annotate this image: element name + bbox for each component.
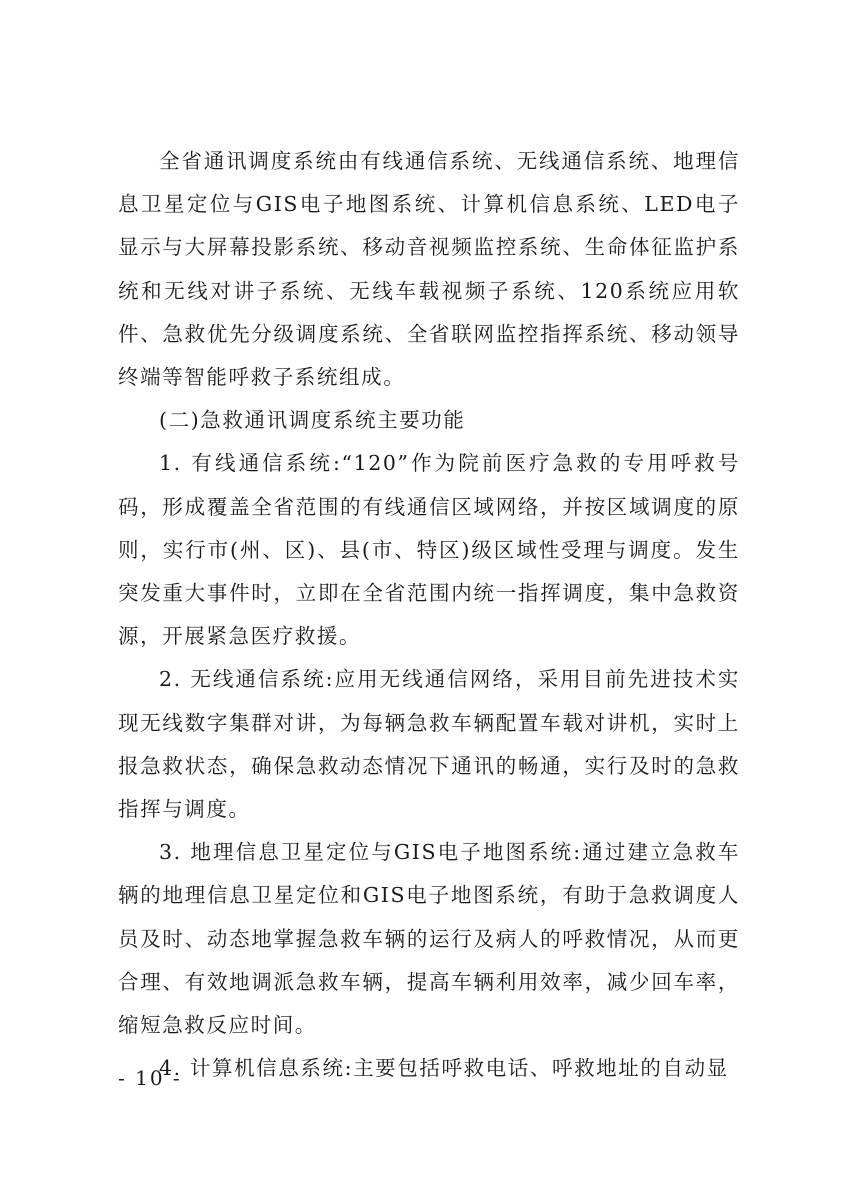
- paragraph-system-overview: 全省通讯调度系统由有线通信系统、无线通信系统、地理信息卫星定位与GIS电子地图系统、计算机信息系统、LED电子显示与大屏幕投影系统、移动音视频监控系统、生命体征监护系统和无线对讲子系统、无线车载视频子系统、120系统应用软件、急救优先分级调度系统、全省联网监控指挥系统、移动领导终端等智能呼救子系统组成。: [118, 149, 740, 390]
- section-heading: (二)急救通讯调度系统主要功能: [159, 408, 466, 433]
- page-number: - 10 -: [118, 1066, 182, 1090]
- paragraph-computer-information: 4. 计算机信息系统:主要包括呼救电话、呼救地址的自动显: [159, 1056, 729, 1081]
- paragraph-wired-communication: 1. 有线通信系统:“120”作为院前医疗急救的专用呼救号码，形成覆盖全省范围的有线通信区域网络，并按区域调度的原则，实行市(州、区)、县(市、特区)级区域性受理与调度。发生突发重大事件时，立即在全省范围内统一指挥调度，集中急救资源，开展紧急医疗救援。: [118, 451, 740, 649]
- paragraph-wireless-communication: 2. 无线通信系统:应用无线通信网络，采用目前先进技术实现无线数字集群对讲，为每辆急救车辆配置车载对讲机，实时上报急救状态，确保急救动态情况下通讯的畅通，实行及时的急救指挥与调度。: [118, 667, 740, 822]
- document-body: [118, 140, 740, 1090]
- paragraph-gis-positioning: 3. 地理信息卫星定位与GIS电子地图系统:通过建立急救车辆的地理信息卫星定位和GIS电子地图系统，有助于急救调度人员及时、动态地掌握急救车辆的运行及病人的呼救情况，从而更合理、有效地调派急救车辆，提高车辆利用效率，减少回车率，缩短急救反应时间。: [118, 840, 740, 1038]
